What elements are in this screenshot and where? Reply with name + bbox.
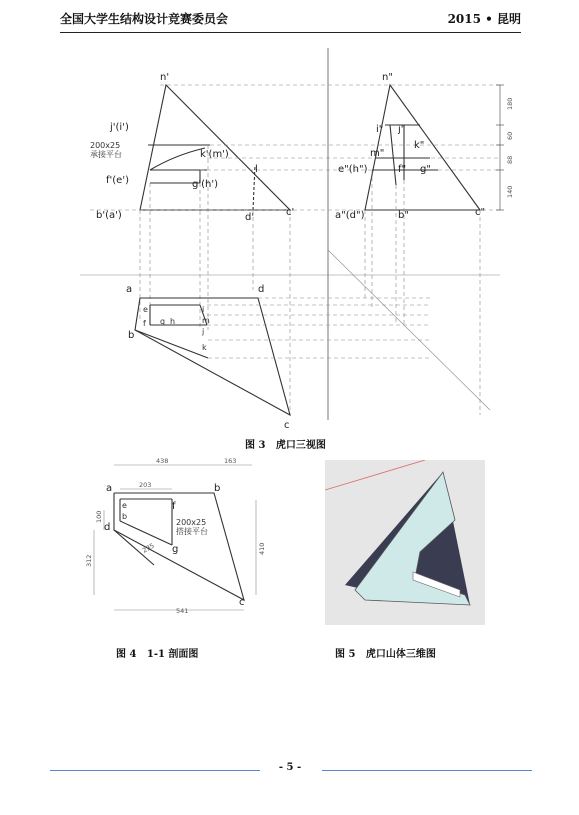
figure4-caption: 图 4 1-1 剖面图 xyxy=(116,649,199,660)
dim-180: 180 xyxy=(506,97,514,110)
label-plan-k: k xyxy=(202,343,207,352)
figure3-caption: 图 3 虎口三视图 xyxy=(245,440,326,451)
header-year-location: 2015 • 昆明 xyxy=(447,12,521,26)
label-plan-f: f xyxy=(143,319,146,328)
label-plan-d: d xyxy=(258,284,265,295)
label-plan-j: j xyxy=(202,327,205,336)
footer-rule-right xyxy=(322,770,532,771)
platform-size: 200x25 xyxy=(90,141,121,150)
label-g1: g'(h') xyxy=(192,179,218,190)
label-plan-g: g xyxy=(160,317,166,326)
f4-label-e: e xyxy=(122,501,127,510)
front-view xyxy=(140,85,290,210)
label-c2: c" xyxy=(475,207,486,218)
f4-platform-text: 搭接平台 xyxy=(176,527,208,536)
label-plan-h: h xyxy=(170,317,176,326)
figure5-caption: 图 5 虎口山体三维图 xyxy=(335,649,436,660)
label-plan-i: i xyxy=(202,305,205,314)
label-d1: d' xyxy=(245,212,255,223)
label-eh2: e"(h") xyxy=(338,164,368,175)
dim-60: 60 xyxy=(506,131,514,140)
label-j2: j" xyxy=(398,124,406,135)
f4-label-f: f xyxy=(172,501,176,512)
label-plan-a: a xyxy=(126,284,133,295)
label-k1: k'(m') xyxy=(200,149,229,160)
label-n1: n' xyxy=(160,72,170,83)
f4-label-b-inner: b xyxy=(122,512,128,521)
label-l: l xyxy=(255,164,258,175)
label-i2: i" xyxy=(376,124,384,135)
figure4-drawing xyxy=(84,455,284,620)
label-k2: k" xyxy=(414,140,425,151)
label-n2: n" xyxy=(382,72,393,83)
label-j1: j'(i') xyxy=(110,122,129,133)
page-header xyxy=(60,10,521,33)
label-g2: g" xyxy=(420,164,431,175)
header-organization: 全国大学生结构设计竞赛委员会 xyxy=(60,12,229,26)
f4-dim-top-right: 163 xyxy=(224,457,237,465)
f4-label-c: c xyxy=(239,597,245,608)
f4-label-g: g xyxy=(172,544,179,555)
f4-dim-bottom: 541 xyxy=(176,607,189,615)
f4-label-b-top: b xyxy=(214,483,221,494)
f4-dim-inner: 203 xyxy=(139,481,152,489)
label-plan-m: m xyxy=(202,316,210,325)
label-ad2: a"(d") xyxy=(335,210,365,221)
f4-dim-left: 312 xyxy=(85,554,93,567)
label-plan-c: c xyxy=(284,420,290,431)
f4-label-a: a xyxy=(106,483,113,494)
dim-140: 140 xyxy=(506,185,514,198)
platform-text: 承接平台 xyxy=(90,150,122,159)
label-f2: f" xyxy=(398,164,407,175)
dim-88: 88 xyxy=(506,155,514,164)
f4-dim-top: 438 xyxy=(156,457,169,465)
label-b1: b'(a') xyxy=(96,210,122,221)
plan-view xyxy=(135,298,290,415)
label-c1: c' xyxy=(286,207,295,218)
label-plan-b: b xyxy=(128,330,135,341)
f4-dim-diag: 235 xyxy=(141,541,156,555)
f4-dim-left-small: 100 xyxy=(95,510,103,523)
footer-rule-left xyxy=(50,770,260,771)
label-f1: f'(e') xyxy=(106,175,129,186)
page-number: - 5 - xyxy=(278,762,302,773)
label-m2: m" xyxy=(370,148,385,159)
figure3-drawing xyxy=(0,40,579,470)
label-plan-e: e xyxy=(143,305,148,314)
f4-label-d: d xyxy=(104,522,111,533)
figure5-render xyxy=(325,460,485,625)
label-b2: b" xyxy=(398,210,409,221)
f4-dim-right: 410 xyxy=(258,542,266,555)
f4-platform-size: 200x25 xyxy=(176,518,207,527)
